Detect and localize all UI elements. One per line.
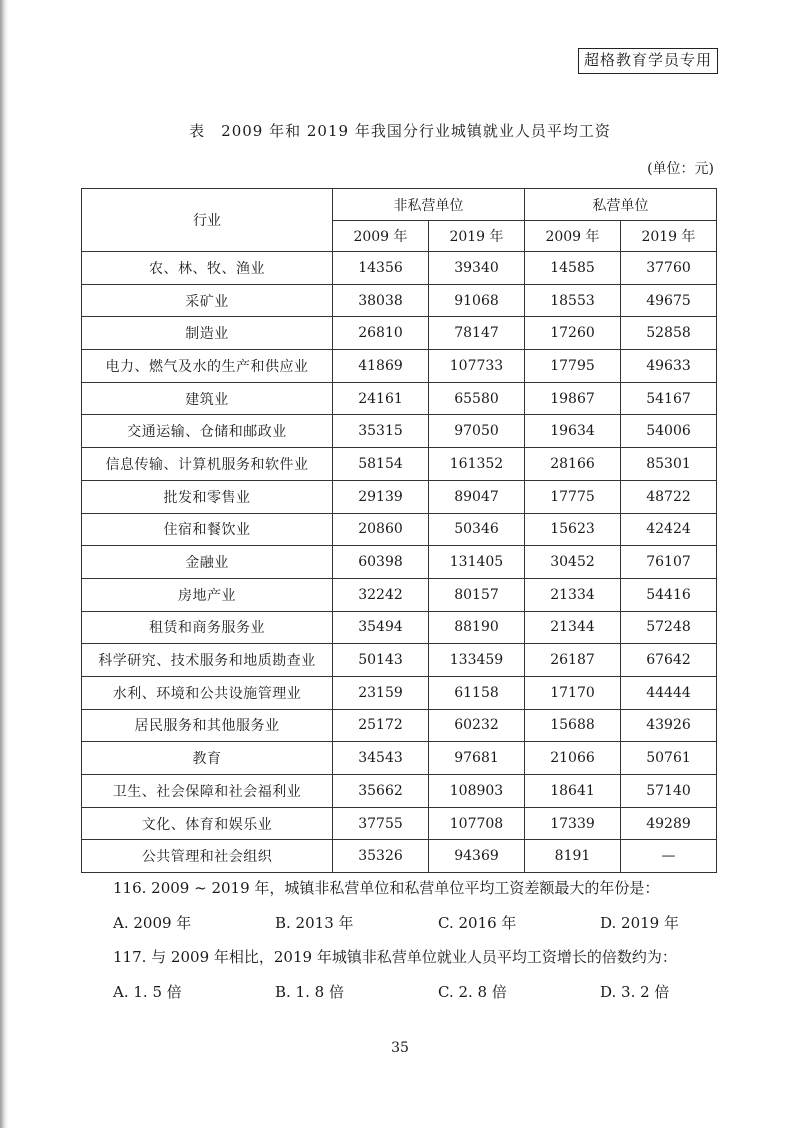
industry-cell: 住宿和餐饮业 xyxy=(82,513,333,546)
non-private-2019-cell: 91068 xyxy=(429,284,525,317)
non-private-2009-cell: 37755 xyxy=(333,807,429,840)
private-2019-cell: 49633 xyxy=(621,350,717,383)
wage-table xyxy=(81,188,717,873)
question-116-option-a: A. 2009 年 xyxy=(113,914,192,932)
table-row xyxy=(82,252,717,285)
industry-cell: 文化、体育和娱乐业 xyxy=(82,807,333,840)
non-private-2009-cell: 24161 xyxy=(333,382,429,415)
private-2009-cell: 17775 xyxy=(525,480,621,513)
non-private-2019-cell: 161352 xyxy=(429,448,525,481)
private-2019-cell: 49675 xyxy=(621,284,717,317)
non-private-2009-cell: 35326 xyxy=(333,840,429,873)
table-body xyxy=(82,252,717,873)
non-private-2009-cell: 25172 xyxy=(333,709,429,742)
private-2019-cell: 42424 xyxy=(621,513,717,546)
question-117-option-d: D. 3. 2 倍 xyxy=(600,983,670,1001)
question-116-option-c: C. 2016 年 xyxy=(438,914,517,932)
table-row xyxy=(82,807,717,840)
non-private-2009-cell: 35662 xyxy=(333,775,429,808)
header-np-2009: 2009 年 xyxy=(333,221,429,252)
private-2009-cell: 17339 xyxy=(525,807,621,840)
industry-cell: 交通运输、仓储和邮政业 xyxy=(82,415,333,448)
table-row xyxy=(82,775,717,808)
non-private-2019-cell: 88190 xyxy=(429,611,525,644)
non-private-2019-cell: 133459 xyxy=(429,644,525,677)
question-117: 117. 与 2009 年相比，2019 年城镇非私营单位就业人员平均工资增长的倍数约为： xyxy=(113,948,677,966)
industry-cell: 水利、环境和公共设施管理业 xyxy=(82,676,333,709)
table-row xyxy=(82,676,717,709)
non-private-2019-cell: 107733 xyxy=(429,350,525,383)
private-2019-cell: 76107 xyxy=(621,546,717,579)
private-2009-cell: 18553 xyxy=(525,284,621,317)
private-2009-cell: 19867 xyxy=(525,382,621,415)
private-2019-cell: 37760 xyxy=(621,252,717,285)
private-2009-cell: 26187 xyxy=(525,644,621,677)
non-private-2019-cell: 89047 xyxy=(429,480,525,513)
private-2009-cell: 14585 xyxy=(525,252,621,285)
industry-cell: 租赁和商务服务业 xyxy=(82,611,333,644)
industry-cell: 房地产业 xyxy=(82,578,333,611)
non-private-2019-cell: 78147 xyxy=(429,317,525,350)
industry-cell: 采矿业 xyxy=(82,284,333,317)
table-row xyxy=(82,284,717,317)
non-private-2009-cell: 23159 xyxy=(333,676,429,709)
header-non-private: 非私营单位 xyxy=(333,189,525,221)
industry-cell: 居民服务和其他服务业 xyxy=(82,709,333,742)
question-117-option-a: A. 1. 5 倍 xyxy=(113,983,182,1001)
table-row xyxy=(82,611,717,644)
industry-cell: 科学研究、技术服务和地质勘查业 xyxy=(82,644,333,677)
industry-cell: 农、林、牧、渔业 xyxy=(82,252,333,285)
non-private-2019-cell: 50346 xyxy=(429,513,525,546)
table-row xyxy=(82,709,717,742)
scan-edge xyxy=(0,0,8,1128)
industry-cell: 信息传输、计算机服务和软件业 xyxy=(82,448,333,481)
table-row xyxy=(82,448,717,481)
non-private-2019-cell: 39340 xyxy=(429,252,525,285)
private-2019-cell: 44444 xyxy=(621,676,717,709)
non-private-2009-cell: 60398 xyxy=(333,546,429,579)
private-2009-cell: 17170 xyxy=(525,676,621,709)
private-2009-cell: 28166 xyxy=(525,448,621,481)
question-116-option-d: D. 2019 年 xyxy=(600,914,679,932)
private-2019-cell: 54006 xyxy=(621,415,717,448)
non-private-2009-cell: 35494 xyxy=(333,611,429,644)
question-116-option-b: B. 2013 年 xyxy=(275,914,354,932)
private-2019-cell: 57140 xyxy=(621,775,717,808)
non-private-2019-cell: 65580 xyxy=(429,382,525,415)
table-row xyxy=(82,350,717,383)
non-private-2019-cell: 61158 xyxy=(429,676,525,709)
private-2019-cell: 54167 xyxy=(621,382,717,415)
non-private-2019-cell: 80157 xyxy=(429,578,525,611)
header-p-2009: 2009 年 xyxy=(525,221,621,252)
page-number: 35 xyxy=(391,1040,409,1056)
private-2019-cell: 49289 xyxy=(621,807,717,840)
private-2019-cell: 50761 xyxy=(621,742,717,775)
table-row xyxy=(82,742,717,775)
table-row xyxy=(82,546,717,579)
private-2009-cell: 18641 xyxy=(525,775,621,808)
table-row xyxy=(82,644,717,677)
non-private-2009-cell: 14356 xyxy=(333,252,429,285)
industry-cell: 公共管理和社会组织 xyxy=(82,840,333,873)
private-2009-cell: 21334 xyxy=(525,578,621,611)
industry-cell: 建筑业 xyxy=(82,382,333,415)
private-2009-cell: 30452 xyxy=(525,546,621,579)
header-p-2019: 2019 年 xyxy=(621,221,717,252)
industry-cell: 批发和零售业 xyxy=(82,480,333,513)
header-private: 私营单位 xyxy=(525,189,717,221)
private-2009-cell: 17795 xyxy=(525,350,621,383)
non-private-2019-cell: 97681 xyxy=(429,742,525,775)
non-private-2019-cell: 97050 xyxy=(429,415,525,448)
non-private-2009-cell: 50143 xyxy=(333,644,429,677)
table-row xyxy=(82,513,717,546)
private-2009-cell: 21344 xyxy=(525,611,621,644)
header-np-2019: 2019 年 xyxy=(429,221,525,252)
non-private-2009-cell: 35315 xyxy=(333,415,429,448)
table-row xyxy=(82,840,717,873)
non-private-2009-cell: 41869 xyxy=(333,350,429,383)
non-private-2019-cell: 131405 xyxy=(429,546,525,579)
private-2019-cell: — xyxy=(621,840,717,873)
private-2019-cell: 48722 xyxy=(621,480,717,513)
question-117-option-c: C. 2. 8 倍 xyxy=(438,983,507,1001)
private-2009-cell: 8191 xyxy=(525,840,621,873)
industry-cell: 卫生、社会保障和社会福利业 xyxy=(82,775,333,808)
private-2019-cell: 52858 xyxy=(621,317,717,350)
table-title: 表 2009 年和 2019 年我国分行业城镇就业人员平均工资 xyxy=(189,122,611,140)
industry-cell: 电力、燃气及水的生产和供应业 xyxy=(82,350,333,383)
industry-cell: 制造业 xyxy=(82,317,333,350)
private-2009-cell: 15688 xyxy=(525,709,621,742)
header-label: 超格教育学员专用 xyxy=(578,48,718,74)
private-2019-cell: 54416 xyxy=(621,578,717,611)
private-2009-cell: 19634 xyxy=(525,415,621,448)
question-117-option-b: B. 1. 8 倍 xyxy=(275,983,344,1001)
industry-cell: 教育 xyxy=(82,742,333,775)
non-private-2009-cell: 58154 xyxy=(333,448,429,481)
table-row xyxy=(82,382,717,415)
table-row xyxy=(82,317,717,350)
non-private-2019-cell: 94369 xyxy=(429,840,525,873)
non-private-2019-cell: 107708 xyxy=(429,807,525,840)
private-2019-cell: 85301 xyxy=(621,448,717,481)
private-2019-cell: 67642 xyxy=(621,644,717,677)
non-private-2019-cell: 108903 xyxy=(429,775,525,808)
private-2009-cell: 21066 xyxy=(525,742,621,775)
non-private-2009-cell: 26810 xyxy=(333,317,429,350)
private-2009-cell: 15623 xyxy=(525,513,621,546)
non-private-2009-cell: 29139 xyxy=(333,480,429,513)
table-row xyxy=(82,480,717,513)
non-private-2009-cell: 38038 xyxy=(333,284,429,317)
industry-cell: 金融业 xyxy=(82,546,333,579)
private-2019-cell: 57248 xyxy=(621,611,717,644)
table-row xyxy=(82,415,717,448)
question-116: 116. 2009 ~ 2019 年，城镇非私营单位和私营单位平均工资差额最大的年份是： xyxy=(113,879,660,897)
private-2009-cell: 17260 xyxy=(525,317,621,350)
table-row xyxy=(82,578,717,611)
non-private-2019-cell: 60232 xyxy=(429,709,525,742)
private-2019-cell: 43926 xyxy=(621,709,717,742)
non-private-2009-cell: 20860 xyxy=(333,513,429,546)
unit-label: (单位：元) xyxy=(647,161,714,177)
header-industry: 行业 xyxy=(82,189,333,252)
non-private-2009-cell: 32242 xyxy=(333,578,429,611)
non-private-2009-cell: 34543 xyxy=(333,742,429,775)
